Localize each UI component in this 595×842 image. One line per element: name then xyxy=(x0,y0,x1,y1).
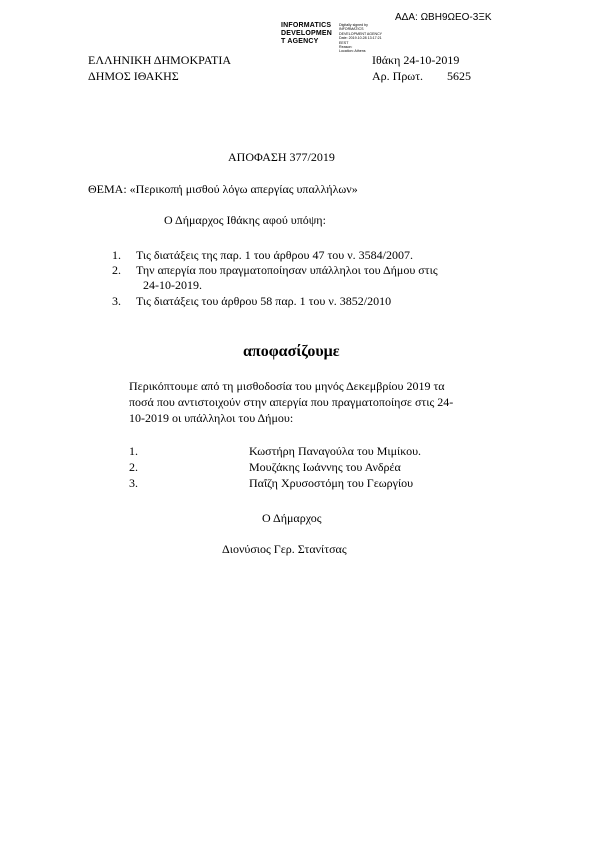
employee-name: Κωστήρη Παναγούλα του Μιμίκου. xyxy=(249,444,422,458)
consideration-number: 1. xyxy=(112,248,121,262)
decision-intro: Ο Δήμαρχος Ιθάκης αφού υπόψη: xyxy=(164,213,326,227)
consideration-number: 2. xyxy=(112,263,121,277)
employee-number: 1. xyxy=(129,444,138,458)
ada-code: ΑΔΑ: ΩΒΗ9ΩΕΟ-3ΞΚ xyxy=(395,12,492,23)
protocol-label: Αρ. Πρωτ. xyxy=(372,69,424,83)
stamp-detail-line: Digitally signed by xyxy=(339,23,368,27)
place-date: Ιθάκη 24-10-2019 xyxy=(372,53,460,67)
stamp-signature-details xyxy=(339,23,382,54)
employee-number: 2. xyxy=(129,460,138,474)
employee-name: Μουζάκης Ιωάννης του Ανδρέα xyxy=(249,460,401,474)
consideration-text: Τις διατάξεις της παρ. 1 του άρθρου 47 του ν. 3584/2007. xyxy=(136,248,413,262)
signature-name: Διονύσιος Γερ. Στανίτσας xyxy=(222,542,347,556)
stamp-detail-line: Location: Athens xyxy=(339,49,366,54)
body-line: 10-2019 οι υπάλληλοι του Δήμου: xyxy=(129,411,294,425)
stamp-org-name xyxy=(281,22,332,46)
consideration-number: 3. xyxy=(112,294,121,308)
stamp-detail-line: Reason: xyxy=(339,45,353,50)
consideration-text: Την απεργία που πραγματοποίησαν υπάλληλοι του Δήμου στις xyxy=(136,263,438,277)
protocol-number: 5625 xyxy=(447,69,471,83)
decision-title: ΑΠΟΦΑΣΗ 377/2019 xyxy=(228,150,335,164)
stamp-org-line: INFORMATICS xyxy=(281,22,332,29)
decision-subject: ΘΕΜΑ: «Περικοπή μισθού λόγω απεργίας υπαλλήλων» xyxy=(88,182,358,196)
stamp-org-line: DEVELOPMEN xyxy=(281,30,333,37)
signature-role: Ο Δήμαρχος xyxy=(262,511,322,525)
body-line: Περικόπτουμε από τη μισθοδοσία του μηνός Δεκεμβρίου 2019 τα xyxy=(129,379,445,393)
stamp-detail-line: Date: 2019.10.28 13:17:21 xyxy=(339,36,382,41)
org-republic: ΕΛΛΗΝΙΚΗ ΔΗΜΟΚΡΑΤΙΑ xyxy=(88,53,232,67)
employee-number: 3. xyxy=(129,476,138,490)
consideration-text: Τις διατάξεις του άρθρου 58 παρ. 1 του ν. 3852/2010 xyxy=(136,294,392,308)
employee-name: Παΐζη Χρυσοστόμη του Γεωργίου xyxy=(249,476,414,490)
stamp-detail-line: DEVELOPMENT AGENCY xyxy=(339,31,383,36)
decision-heading: αποφασίζουμε xyxy=(243,343,340,360)
stamp-org-line: T AGENCY xyxy=(281,38,319,45)
org-municipality: ΔΗΜΟΣ ΙΘΑΚΗΣ xyxy=(88,69,179,83)
body-line: ποσά που αντιστοιχούν στην απεργία που πραγματοποίησε στις 24- xyxy=(129,395,454,409)
stamp-detail-line: INFORMATICS xyxy=(339,27,364,32)
consideration-text-continued: 24-10-2019. xyxy=(143,278,202,292)
stamp-detail-line: EEST xyxy=(339,40,349,45)
